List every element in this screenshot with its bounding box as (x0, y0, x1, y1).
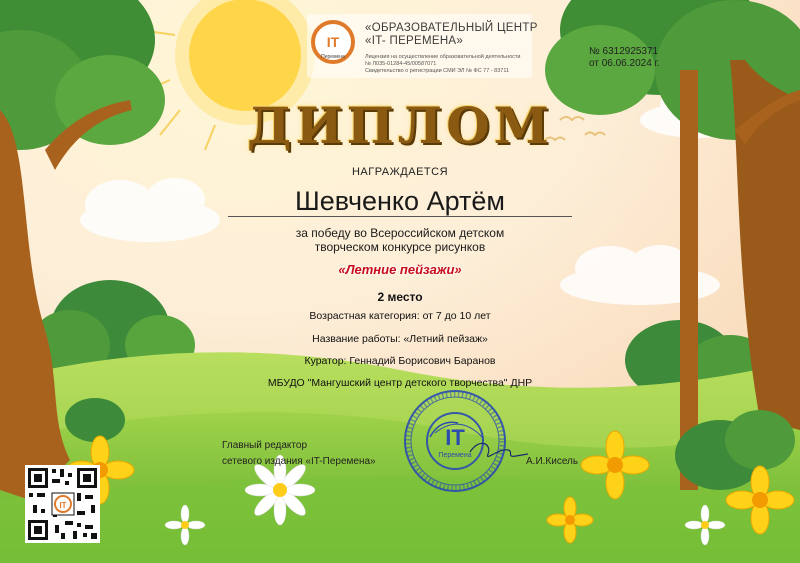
stamp-sub: Перемена (438, 452, 472, 459)
org-license-line2: № Л035-01284-45/00587071 (365, 61, 437, 67)
org-license-line1: Лицензия на осуществление образовательной деятельности (365, 54, 521, 60)
institution: МБУДО "Мангушский центр детского творчества" ДНР (267, 377, 533, 389)
org-license (365, 54, 520, 75)
registration-number: № 6312925371 (589, 46, 659, 57)
place: 2 место (377, 290, 423, 304)
org-license-line3: Свидетельство о регистрации СМИ ЭЛ № ФС 77 - 83711 (365, 68, 510, 74)
awarded-label: НАГРАЖДАЕТСЯ (351, 166, 449, 178)
diploma-title: ДИПЛОМ (246, 96, 554, 155)
recipient-underline (228, 216, 572, 217)
org-name (365, 22, 538, 48)
contest-name: «Летние пейзажи» (338, 262, 462, 277)
work-title: Название работы: «Летний пейзаж» (312, 333, 488, 345)
qr-code (25, 465, 100, 543)
award-reason (0, 226, 800, 254)
editor-line2: сетевого издания «IT-Перемена» (222, 456, 376, 467)
age-category: Возрастная категория: от 7 до 10 лет (309, 310, 491, 322)
registration-block (589, 46, 660, 70)
logo-text: IT (326, 34, 340, 50)
registration-date: от 06.06.2024 г. (589, 58, 660, 69)
org-name-line1: «ОБРАЗОВАТЕЛЬНЫЙ ЦЕНТР (365, 22, 538, 34)
award-reason-line2: творческом конкурсе рисунков (314, 240, 486, 254)
recipient-name: Шевченко Артём (295, 186, 505, 216)
stamp-text: IT (445, 425, 465, 450)
logo-sub: Перемена (321, 54, 345, 60)
award-reason-line1: за победу во Всероссийском детском (295, 226, 505, 240)
editor-block (222, 438, 376, 470)
org-name-line2: «IT- ПЕРЕМЕНА» (365, 35, 464, 47)
signer-name: А.И.Кисель (526, 456, 579, 467)
curator: Куратор: Геннадий Борисович Баранов (304, 355, 496, 367)
editor-line1: Главный редактор (222, 440, 308, 451)
svg-text:IT: IT (59, 501, 67, 510)
